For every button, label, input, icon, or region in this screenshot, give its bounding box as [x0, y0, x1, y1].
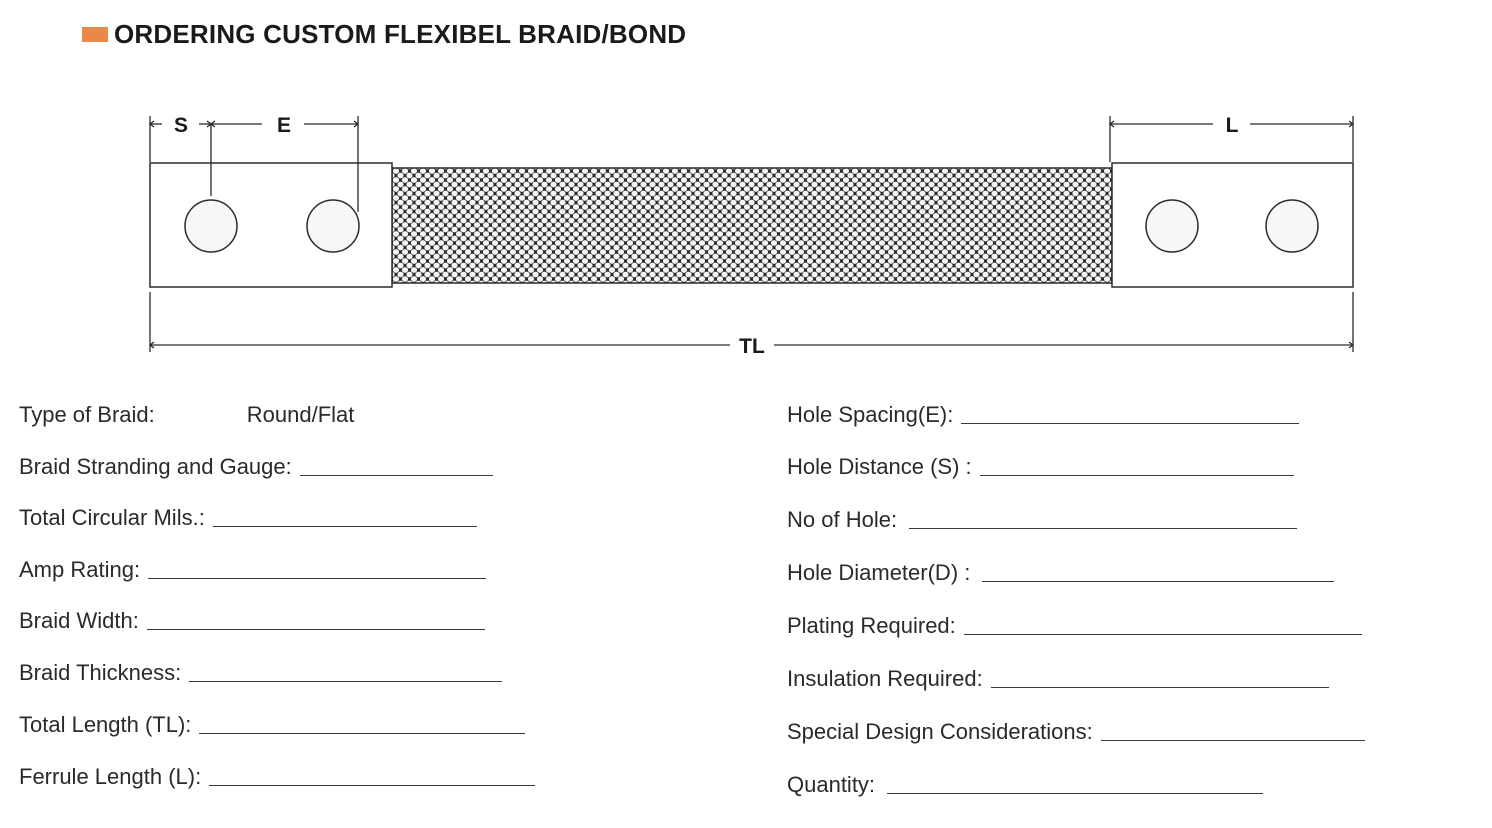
braid-type-value: Round/Flat	[246, 402, 355, 427]
field-hole-distance	[787, 450, 1294, 480]
field-label: Type of Braid:	[19, 402, 155, 427]
field-label: Amp Rating:	[19, 557, 141, 582]
field-label: Hole Diameter(D) :	[787, 560, 971, 585]
field-label: Special Design Considerations:	[787, 719, 1093, 744]
label-e: E	[276, 114, 292, 137]
field-label: Braid Thickness:	[19, 660, 182, 685]
label-tl: TL	[739, 335, 765, 358]
hole-spacing-input[interactable]	[961, 422, 1299, 424]
hole-distance-input[interactable]	[980, 474, 1294, 476]
field-plating-required	[787, 609, 1362, 639]
field-total-circular-mils	[19, 501, 477, 531]
field-no-of-hole	[787, 503, 1297, 533]
insulation-required-input[interactable]	[991, 686, 1329, 688]
field-type-of-braid	[19, 398, 354, 428]
field-label: Braid Stranding and Gauge:	[19, 454, 292, 479]
field-braid-thickness	[19, 656, 502, 686]
total-circular-mils-input[interactable]	[213, 525, 477, 527]
field-label: No of Hole:	[787, 507, 898, 532]
braid-thickness-input[interactable]	[189, 680, 502, 682]
left-ferrule-hole-2	[307, 200, 359, 252]
no-of-hole-input[interactable]	[909, 527, 1297, 529]
ferrule-length-input[interactable]	[209, 784, 535, 786]
field-label: Quantity:	[787, 772, 876, 797]
field-label: Ferrule Length (L):	[19, 764, 202, 789]
field-label: Hole Spacing(E):	[787, 402, 954, 427]
field-total-length	[19, 708, 525, 738]
total-length-input[interactable]	[199, 732, 525, 734]
label-s: S	[173, 114, 189, 137]
field-label: Braid Width:	[19, 608, 139, 633]
field-label: Hole Distance (S) :	[787, 454, 972, 479]
field-label: Insulation Required:	[787, 666, 983, 691]
braid-stranding-gauge-input[interactable]	[300, 474, 493, 476]
right-ferrule-hole-2	[1266, 200, 1318, 252]
page-title: ORDERING CUSTOM FLEXIBEL BRAID/BOND	[114, 18, 687, 49]
amp-rating-input[interactable]	[148, 577, 486, 579]
field-hole-spacing	[787, 398, 1299, 428]
field-special-design-considerations	[787, 715, 1365, 745]
plating-required-input[interactable]	[964, 633, 1362, 635]
quantity-input[interactable]	[887, 792, 1263, 794]
field-quantity	[787, 768, 1263, 798]
special-design-considerations-input[interactable]	[1101, 739, 1365, 741]
braid-width-input[interactable]	[147, 628, 485, 630]
field-label: Plating Required:	[787, 613, 956, 638]
label-l: L	[1225, 114, 1239, 137]
field-label: Total Circular Mils.:	[19, 505, 205, 530]
braid-bond-diagram	[0, 0, 1492, 380]
right-ferrule-hole-1	[1146, 200, 1198, 252]
hole-diameter-input[interactable]	[982, 580, 1334, 582]
field-amp-rating	[19, 553, 486, 583]
left-ferrule-hole-1	[185, 200, 237, 252]
braid-body	[392, 168, 1112, 283]
field-label: Total Length (TL):	[19, 712, 192, 737]
field-braid-width	[19, 604, 485, 634]
field-ferrule-length	[19, 760, 535, 790]
field-braid-stranding-gauge	[19, 450, 493, 480]
field-insulation-required	[787, 662, 1329, 692]
field-hole-diameter	[787, 556, 1334, 586]
